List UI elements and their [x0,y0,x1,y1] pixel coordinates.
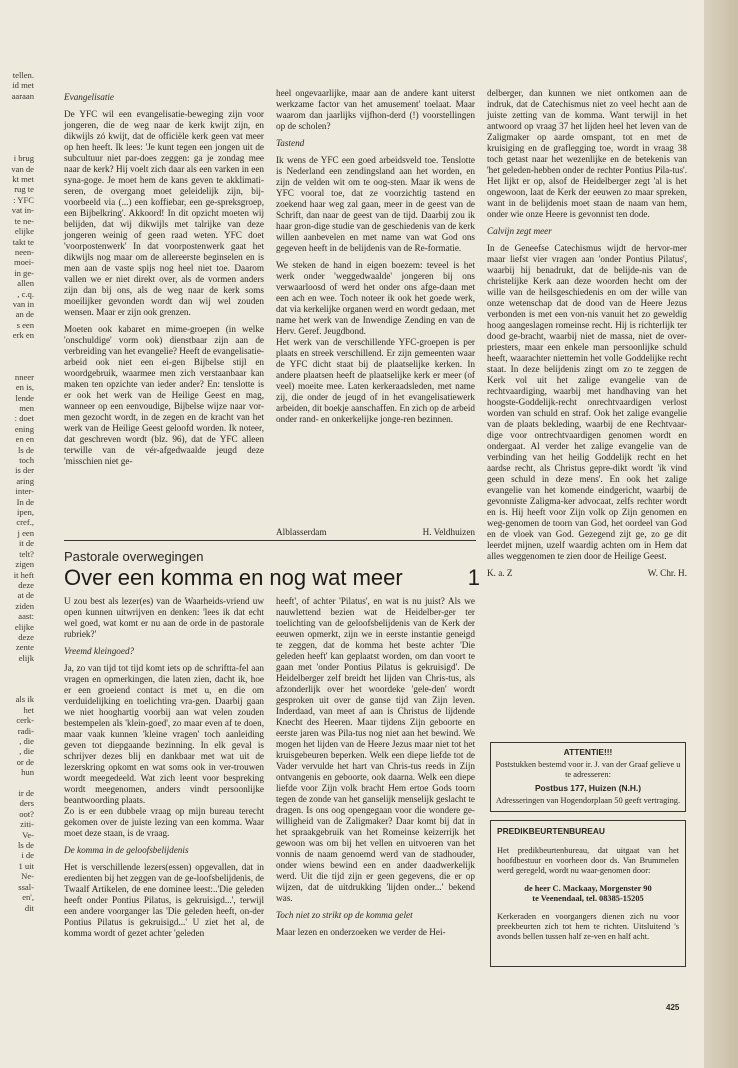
strip-line: takt te [12,236,34,247]
strip-line: hun [21,767,34,778]
paragraph: Het is verschillende lezers(essen) opgevallen, dat in eredienten bij het zeggen van de ge-loofsbelijdenis, de Twaalf Artikelen, de ene dominee leest:..'Die geleden heeft onder Pontius Pilatus, is gekruisigd...', terwijl een andere voorganger las 'Die geleden heeft, on-der Pontius Pilatus is gekruisigd...' U ziet het al, de komma wordt of gezet achter 'geleden [64,862,265,938]
strip-line [0,101,34,111]
strip-line: , c.q. [17,288,34,299]
strip-line: at de [17,590,34,601]
strip-line: als ik [15,694,34,705]
strip-line: Ve- [22,829,34,840]
strip-line: ls de [18,840,34,851]
strip-line: moei- [13,257,34,268]
byline-place: K. a. Z [487,568,513,578]
strip-line: deze [18,579,34,590]
predikbeurten-notice [490,820,686,967]
paragraph: heeft', of achter 'Pilatus', en wat is nu juist? Als we nauwlettend bezien wat de Heidelber-ger ter toelichting van de geloofsbelijdenis van de Kerk der eeuwen opmerkt, zijn we in eerste instantie geneigd te zeggen, dat de komma het beste achter 'Die geleden heeft' kan geplaatst worden, om dan voort te gaan met 'onder Pontius Pilatus is gekruisigd'. De Heidelberger zelf breidt het lijden van Chris-tus, als afzonderlijk over het woordeke 'gele-den' wordt gesproken uit over de ganse tijd van Zijn leven. Inderdaad, van meet af aan is Christus de lijdende Knecht des Heeren. Maar tijdens Zijn geboorte en eerste jaren was Pila-tus nog niet aan het bewind. We mogen het lijden van de Heere Jezus maar niet tot het kruisgebeuren beperken. Welk een diepe liefde tot de Vader vervulde het hart van Chris-tus reeds in Zijn ontvangenis en geboorte, ook daarna. Welk een diepe liefde voor Zijn volk bracht Hem ertoe Gods toorn tegen de zonde van het ganselijk menselijk geslacht te dragen. Is ons oog opengegaan voor die wondere ge-willigheid van de Zaligmaker? Daar komt bij dat in het spraakgebruik van het Romeinse keizerrijk het gewoon was om bij het vellen en uitvoeren van het vonnis de naam genoemd werd van de stadhouder, onder wiens bewind een en ander daadwerkelijk werd. Uit die tijd zijn er geen gegevens, die er op wijzen, dat de uitdrukking 'lijden onder...' bekend was. [276,596,475,903]
strip-line: elijke [14,226,34,237]
predikbeurten-phone: te Veenendaal, tel. 08385-15205 [532,894,644,903]
strip-line: ssal- [18,881,34,892]
strip-line [0,143,34,153]
article-column-1 [64,596,264,945]
strip-line: ening [14,423,34,434]
strip-line: In de [16,496,34,507]
strip-line: het [23,704,34,715]
article-kicker: Pastorale overwegingen [64,549,204,564]
predikbeurten-address: de heer C. Mackaay, Morgenster 90 [524,884,652,893]
predikbeurten-text: Het predikbeurtenbureau, dat uitgaat van het hoofdbestuur en voorheen door ds. Van Brummelen werd geregeld, wordt nu waar-genomen door: [497,846,679,875]
strip-line: nneer [14,371,34,382]
paragraph: Maar lezen en onderzoeken we verder de Hei- [276,927,446,937]
strip-line: lende [15,392,34,403]
strip-line [0,132,34,142]
strip-line: en is, [15,382,34,393]
strip-line: erk en [12,330,34,341]
strip-line [0,341,34,351]
column-tastend [276,88,475,431]
paragraph: Ik wens de YFC een goed arbeidsveld toe. Tenslotte is Nederland een zendingsland aan het worden, en zijn de velden wit om te oog-sten. Maar ik wens de YFC vooral toe, dat ze voorzichtig tastend en zoekend haar weg zal gaan, meer in de geest van de Schrift, dan naar de geest van de tijd. Daarbij zou ik haar gron-dige studie van de geschiedenis van de kerk willen aanbevelen en met name van wat God ons gegeven heeft in de belijdenis van de Re-formatie. [276,155,475,253]
strip-line: Ne- [21,871,34,882]
article-title: Over een komma en nog wat meer [64,565,403,590]
strip-line: : doet [14,413,34,424]
strip-line: an de [15,309,34,320]
strip-line: ir de [18,788,34,799]
strip-line: vat in- [11,205,34,216]
strip-line: men [19,403,34,413]
divider [64,540,476,541]
subheading-vreemd-kleingoed: Vreemd kleingoed? [64,646,135,656]
strip-line [0,684,34,694]
paragraph: Ja, zo van tijd tot tijd komt iets op de schriftta-fel aan vragen en opmerkingen, die laten zien, dacht ik, hoe er een groeiend contact is met u, en die om verduidelijking en toelichting vra-gen. Daarbij gaan we niet hooghartig voorbij aan wat velen zouden bestempelen als 'klein-goed', zo maar even af te doen, maar vaak kunnen 'kleine vragen' toch aanleiding geven tot diepgaande bezinning. In elk geval is schrijver dezes blij en dankbaar met wat uit de lezerskring opkomt en wat soms ook in ver-trouwen wordt meegedeeld. Wat zich leent voor bespreking wordt meegenomen, anders vindt persoonlijke beantwoording plaats. [64,663,264,805]
strip-line: van de [11,163,34,174]
byline-place: Alblasserdam [276,527,327,537]
strip-line: oot? [19,808,34,819]
strip-line: s een [16,319,34,330]
strip-line: zigen [15,559,34,570]
strip-line [0,778,34,788]
paragraph: U zou best als lezer(es) van de Waarheids-vriend uw open kunnen uitwrijven en denken: 'lees ik dat echt wel goed, wat komt er nu aan de orde in de pastorale rubriek?' [64,596,264,639]
column-evangelisatie [64,92,264,473]
subheading-tastend: Tastend [276,138,305,148]
strip-line: is der [15,465,34,476]
paragraph: Het werk van de verschillende YFC-groepen is per plaats en streek verschillend. Er zijn gemeenten waar de YFC dicht staat bij de plaatselijke kerken. In andere plaatsen heeft de plaatselijke kerk er meer (of veel) moeite mee. Laten kerkeraadsleden, met name zij, die onder de jeugd of in het evangelisatiewerk arbeiden, dit boekje aanschaffen. En zich op de arbeid onder rand- en onkerkelijke jonge-ren bezinnen. [276,337,475,424]
strip-line: inter- [15,486,34,497]
paragraph: heel ongevaarlijke, maar aan de andere kant uiterst werkzame factor van het amusement' toelaat. Maar waarom dan jaarlijks vijfhon-derd (!) voorstellingen op de scholen? [276,88,475,131]
attentie-title: ATTENTIE!!! [563,747,613,757]
strip-line: telt? [19,548,34,559]
article-part-number: 1 [467,565,480,590]
strip-line: it heft [13,569,34,580]
strip-line: i brug [13,153,34,164]
strip-line: it de [18,538,34,549]
byline [487,568,687,579]
strip-line: in ge- [14,267,34,278]
paragraph: We steken de hand in eigen boezem: teveel is het werk onder 'weggedwaalde' jongeren bij ons verwaarloosd of werd het onder ons afge-daan met een ach en wee. Toch noteer ik ook het goede werk, dat via kerkelijke organen werd en wordt gedaan, met name het werk van de Inwendige Zending en van de Herv. Geref. Jeugdbond. [276,260,475,336]
byline-author: H. Veldhuizen [422,527,475,537]
strip-line: ders [19,798,34,809]
strip-line: dit [24,902,34,913]
strip-line: allen [17,278,34,289]
book-spine-shadow [704,0,738,1068]
strip-line: en', [22,892,34,903]
strip-line [0,674,34,684]
strip-line: zente [15,642,34,653]
strip-line: aaraan [11,90,34,101]
article-column-3 [487,88,687,579]
strip-line: ls de [18,444,34,455]
article-title-row [64,565,480,591]
strip-line: aast: [18,611,34,622]
attentie-address: Postbus 177, Huizen (N.H.) [534,783,642,793]
page-number: 425 [666,1003,680,1012]
strip-line: , die [19,746,34,757]
strip-line: cref., [16,517,34,528]
subheading-calvijn: Calvijn zegt meer [487,226,552,236]
strip-line: van in [12,298,34,309]
strip-line: rug te [14,184,34,195]
strip-line: j een [17,527,34,538]
strip-line: , die [19,736,34,746]
byline [276,527,475,538]
byline-author: W. Chr. H. [647,568,687,578]
strip-line: neen- [14,246,34,257]
strip-line: or de [16,756,34,767]
subheading-evangelisatie: Evangelisatie [64,92,115,102]
predikbeurten-title: PREDIKBEURTENBUREAU [497,826,605,836]
strip-line [0,122,34,132]
paragraph: Zo is er een dubbele vraag op mijn bureau terecht gekomen over de juiste lezing van een komma. Waar moet deze staan, is de vraag. [64,806,264,838]
strip-line: 1 uit [18,860,34,871]
strip-line: radi- [17,725,34,736]
subheading-komma-gelet: Toch niet zo strikt op de komma gelet [276,910,413,920]
strip-line: aring [16,475,34,486]
strip-line: kt met [12,174,34,185]
strip-line: elijke [14,621,34,632]
strip-line: elijk [18,652,34,663]
strip-line [0,351,34,361]
attentie-text: Poststukken bestemd voor ir. J. van der Graaf gelieve u te adresseren: [495,760,681,779]
strip-line: en en [15,434,34,445]
strip-line: ziden [15,600,34,611]
strip-line: toch [19,455,34,466]
paragraph: delberger, dan kunnen we niet ontkomen aan de indruk, dat de Catechismus niet zo veel hecht aan de juiste zetting van de komma. Want terwijl in het antwoord op vraag 37 het lijden heel het leven van de Zaligmaker op aarde omspant, tot en met de kruisiging en de graflegging toe, wordt in vraag 38 toch getast naar het wezenlijke en de betekenis van 'het geleden-hebben onder de rechter Pontius Pila-tus'. Het lijkt er op, alsof de Heidelberger zegt 'al is het ongewoon, laat de Kerk der eeuwen zo maar spreken, want in de belijdenis moet staan de naam van hem, onder wie onze Heere is gevonnist ten dode. [487,88,687,219]
strip-line: deze [18,631,34,642]
strip-line: : YFC [13,194,34,205]
strip-line: id met [12,80,34,91]
paragraph: De YFC wil een evangelisatie-beweging zijn voor jongeren, die de weg naar de kerk kwijt zijn, en dikwijls zó kwijt, dat de officiële kerk geen vat meer op hen heeft. Ik lees: 'Je kunt tegen een jongen uit de subcultuur niet par-does zeggen: ga je zondag mee naar de kerk? Hij voelt zich daar als een varken in een syna-goge. Je moet hem de kans geven te akklimati-seren, de overgang moet geleidelijk zijn, bij-voorbeeld via (...) een koffiebar, een ge-spreksgroep, een Bijbelkring'. Akkoord! In dit opzicht moeten wij belijden, dat wij dikwijls met talrijke van deze jongeren weinig of geen raad weten. YFC doet 'voorpostenwerk' In dat voorpostenwerk gaat het dikwijls nog maar om de allereerste beginselen en is men aan de vaste spijs nog heel niet toe. Daarom vallen we er niet direkt over, als de vormen anders zijn dan bij ons, als de weg naar de kerk soms moeilijker gevonden wordt dan wij wel zouden wensen. Maar er zijn ook grenzen. [64,109,264,317]
attentie-notice [490,742,686,812]
strip-line: ziti- [20,819,34,830]
predikbeurten-instructions: Kerkeraden en voorgangers dienen zich nu voor preekbeurten zich tot hem te richten. Uitsluitend 's avonds bellen tussen half ze-ven en half acht. [497,912,679,941]
strip-line: te ne- [14,215,34,226]
strip-line: tellen. [12,70,34,80]
strip-line: cerk- [16,715,34,726]
attentie-note: Adresseringen van Hogendorplaan 50 geeft vertraging. [495,796,681,805]
strip-line [0,112,34,122]
previous-page-text-strip [0,70,34,990]
strip-line: ipen, [17,507,34,518]
strip-line [0,663,34,673]
paragraph: In de Geneefse Catechismus wijdt de hervor-mer maar liefst vier vragen aan 'onder Pontius Pilatus', waarbij hij benadrukt, dat de belijde-nis van de christelijke Kerk aan deze woorden hecht om der wille van de heilsgeschiedenis en om der wille van onze wetenschap dat de dood van de Heere Jezus verbonden is met een von-nis vanuit het zo geweldig hoog aangeslagen romeinse recht. Hij is richterlijk ter dood ge-bracht, waarbij niet de massa, niet de over-priesters, maar een enkele man persoonlijke schuld heeft, waarachter niettemin het volle Goddelijke recht staat. In deze belijdenis zingt om zo te zeggen de Kerk vol uit het zalige evangelie van de rechtvaardiging, waarbij met handhaving van het hoogste-Goddelijk-recht onrechtvaardigen verlost worden van schuld en straf. Ook het zalige evangelie van de plaats bekleding, waarbij de ene Rechtvaar-dige voor ontrechtvaardigen genomen wordt en ondergaat. Al verder het zalige evangelie van de verbinding van het heilig Goddelijk recht en het aardse recht, als Christus gepre-dikt wordt 'ik vind geen schuld in deze mens'. En ook het zalige evangelie van het komende eindgericht, waarbij de gevonniste Zaligma-ker advocaat, zelfs rechter wordt en is. Hij heeft voor Zijn volk op Zijn genomen en weg-genomen de toorn van God, het oordeel van God en de vloek van God. Gezegend zijt ge, zo ge dit leerdet mijnen, uzelf waardig achten om in Hem dat alles weggenomen te zien door de Heilige Geest. [487,243,687,561]
strip-line [0,361,34,371]
subheading-komma: De komma in de geloofsbelijdenis [64,845,189,855]
strip-line: i de [21,850,34,861]
paragraph: Moeten ook kabaret en mime-groepen (in welke 'onschuldige' vorm ook) dienstbaar zijn aan de verbreiding van het evangelie? Heeft de evangelisatie-arbeid ook niet een ei-gen Bijbelse stijl en woordgebruik, waarmee men zich verstaanbaar kan maken ten opzichte van ieder ander? En: tenslotte is er ook het werk van de Heilige Geest en mag, wanneer op een eenvoudige, Bijbelse wijze naar vor-men gezocht wordt, in de zegen en de kracht van het werk van de Heilige Geest geloofd worden. Ik noteer, dat geschreven wordt (blz. 96), dat de YFC alleen terwille van de vér-afgedwaalde jeugd deze 'misschien niet ge- [64,324,264,466]
article-column-2 [276,596,475,944]
